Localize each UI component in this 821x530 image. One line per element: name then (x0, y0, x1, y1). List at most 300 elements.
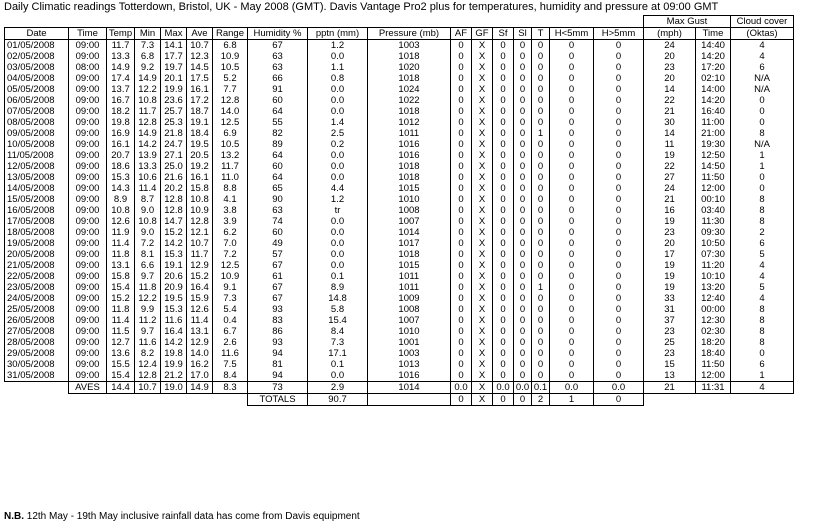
table-cell: 23.6 (161, 95, 187, 106)
table-cell: N/A (731, 139, 794, 150)
table-cell: 01/05/2008 (5, 40, 69, 52)
table-cell: 19:30 (696, 139, 731, 150)
table-cell: 0 (731, 106, 794, 117)
table-cell: 14:00 (696, 84, 731, 95)
table-cell: 4 (731, 293, 794, 304)
table-cell: 25.0 (161, 161, 187, 172)
table-cell: 15.8 (107, 271, 135, 282)
table-cell: 1 (731, 161, 794, 172)
totals-cell: 0 (493, 394, 514, 406)
table-cell: 15.4 (107, 282, 135, 293)
table-cell: 10.9 (213, 271, 248, 282)
table-cell: 02/05/2008 (5, 51, 69, 62)
table-cell: 0 (451, 282, 472, 293)
table-cell: 8 (731, 205, 794, 216)
table-cell: 0 (514, 150, 532, 161)
table-cell: 23 (644, 227, 696, 238)
table-cell: 23 (644, 348, 696, 359)
table-cell: 0.8 (308, 73, 368, 84)
table-cell: 0 (451, 271, 472, 282)
table-cell: 91 (248, 84, 308, 95)
table-cell: 0 (514, 205, 532, 216)
table-cell: 22 (644, 161, 696, 172)
table-cell: 21:00 (696, 128, 731, 139)
table-cell: 0 (594, 216, 644, 227)
table-cell: 14.1 (161, 40, 187, 52)
table-cell: 11.4 (107, 238, 135, 249)
table-cell: 00:00 (696, 304, 731, 315)
table-cell: 10.9 (213, 51, 248, 62)
table-cell: 0 (493, 315, 514, 326)
table-cell: 0 (451, 84, 472, 95)
table-cell: 0 (514, 271, 532, 282)
table-cell: 0 (514, 304, 532, 315)
table-cell: 14:20 (696, 95, 731, 106)
table-cell: 11:00 (696, 117, 731, 128)
table-cell: 0 (451, 128, 472, 139)
table-cell: 0 (594, 183, 644, 194)
table-cell: 11.4 (107, 315, 135, 326)
column-header: Range (213, 28, 248, 40)
table-cell: 7.3 (308, 337, 368, 348)
table-cell: 12.8 (135, 117, 161, 128)
table-cell: X (472, 183, 493, 194)
table-cell: 8 (731, 194, 794, 205)
table-cell: 0 (550, 238, 594, 249)
table-cell: 12.8 (213, 95, 248, 106)
table-row (5, 238, 794, 249)
aves-label: AVES (69, 382, 107, 394)
table-cell: X (472, 73, 493, 84)
table-cell: 0 (493, 128, 514, 139)
table-cell: 19.8 (161, 348, 187, 359)
table-cell: 1013 (368, 359, 451, 370)
table-cell: 0.4 (213, 315, 248, 326)
column-header: Time (696, 28, 731, 40)
table-cell: 09:00 (69, 304, 107, 315)
table-cell: 22 (644, 95, 696, 106)
table-cell: 03:40 (696, 205, 731, 216)
column-header-row (5, 28, 794, 40)
table-cell: 0 (594, 315, 644, 326)
table-cell: 0 (451, 51, 472, 62)
table-cell: 09:00 (69, 337, 107, 348)
table-cell: 1 (731, 370, 794, 382)
table-cell: 1022 (368, 95, 451, 106)
table-cell: X (472, 326, 493, 337)
max-gust-header: Max Gust (644, 16, 731, 28)
table-cell: 12.4 (135, 359, 161, 370)
table-row (5, 62, 794, 73)
table-cell: 07:30 (696, 249, 731, 260)
page-title: Daily Climatic readings Totterdown, Bristol, UK - May 2008 (GMT). Davis Vantage Pro2 plus for temperatures, humidity and pressure at 09:00 GMT (4, 1, 719, 13)
column-header: H<5mm (550, 28, 594, 40)
totals-spacer (5, 394, 248, 406)
table-cell: 12:30 (696, 315, 731, 326)
aves-cell: 0.0 (493, 382, 514, 394)
table-cell: 0 (550, 40, 594, 52)
table-cell: 09:00 (69, 249, 107, 260)
table-cell: 0 (514, 194, 532, 205)
table-cell: 22/05/2008 (5, 271, 69, 282)
table-cell: 13.7 (107, 84, 135, 95)
table-cell: 09:00 (69, 139, 107, 150)
column-header: Ave (187, 28, 213, 40)
table-cell: X (472, 161, 493, 172)
table-cell: 0 (493, 216, 514, 227)
table-cell: 0 (532, 249, 550, 260)
table-cell: 0 (550, 260, 594, 271)
aves-cell: 0.0 (550, 382, 594, 394)
table-cell: 0 (594, 293, 644, 304)
table-cell: 0 (594, 194, 644, 205)
aves-row (5, 382, 794, 394)
table-cell: 14.0 (213, 106, 248, 117)
table-cell: 14.8 (308, 293, 368, 304)
table-cell: 0 (451, 238, 472, 249)
totals-gap (368, 394, 451, 406)
table-cell: 0 (532, 304, 550, 315)
table-cell: 1017 (368, 238, 451, 249)
table-cell: 0 (451, 161, 472, 172)
table-cell: 0 (514, 73, 532, 84)
table-cell: 0 (514, 40, 532, 52)
table-cell: 0.1 (308, 359, 368, 370)
table-cell: 1012 (368, 117, 451, 128)
table-cell: 12.8 (161, 194, 187, 205)
table-cell: 6.8 (213, 40, 248, 52)
table-cell: 12.2 (135, 84, 161, 95)
table-cell: 23/05/2008 (5, 282, 69, 293)
table-cell: 09:00 (69, 161, 107, 172)
table-cell: 9.2 (135, 62, 161, 73)
table-cell: 09:00 (69, 128, 107, 139)
table-cell: 09:00 (69, 326, 107, 337)
table-cell: 0 (493, 117, 514, 128)
table-cell: 15.8 (187, 183, 213, 194)
table-cell: 16/05/2008 (5, 205, 69, 216)
table-cell: 0 (550, 348, 594, 359)
aves-cell: 8.3 (213, 382, 248, 394)
table-row (5, 106, 794, 117)
table-cell: 09:00 (69, 106, 107, 117)
table-cell: 10.7 (187, 40, 213, 52)
table-row (5, 216, 794, 227)
table-cell: 0.0 (308, 216, 368, 227)
table-cell: 24/05/2008 (5, 293, 69, 304)
table-cell: 0 (550, 315, 594, 326)
table-cell: 8.4 (213, 370, 248, 382)
totals-label: TOTALS (248, 394, 308, 406)
table-cell: 24 (644, 40, 696, 52)
table-cell: 09:00 (69, 315, 107, 326)
table-cell: 16.9 (107, 128, 135, 139)
table-cell: 18:40 (696, 348, 731, 359)
table-cell: 0 (514, 161, 532, 172)
column-header: Pressure (mb) (368, 28, 451, 40)
table-cell: 0 (493, 238, 514, 249)
table-cell: 1011 (368, 271, 451, 282)
table-cell: 9.7 (135, 326, 161, 337)
column-header: Time (69, 28, 107, 40)
table-cell: 8 (731, 216, 794, 227)
totals-row (5, 394, 794, 406)
table-cell: 0 (532, 205, 550, 216)
table-cell: 16.1 (107, 139, 135, 150)
table-cell: 7.0 (213, 238, 248, 249)
table-row (5, 337, 794, 348)
table-cell: 0 (594, 304, 644, 315)
table-cell: 11.9 (107, 227, 135, 238)
table-cell: 83 (248, 315, 308, 326)
table-cell: 9.0 (135, 227, 161, 238)
table-cell: 8.1 (135, 249, 161, 260)
table-cell: 15.2 (187, 271, 213, 282)
table-cell: 14.9 (135, 73, 161, 84)
climate-table (4, 15, 794, 406)
table-cell: 0 (451, 326, 472, 337)
table-cell: 1.4 (308, 117, 368, 128)
table-cell: 5 (731, 249, 794, 260)
table-cell: 17.2 (187, 95, 213, 106)
table-cell: 0 (451, 337, 472, 348)
table-cell: 27/05/2008 (5, 326, 69, 337)
table-cell: 15.2 (161, 227, 187, 238)
table-cell: 60 (248, 227, 308, 238)
table-cell: 16.2 (187, 359, 213, 370)
table-cell: 12.8 (161, 205, 187, 216)
table-cell: 0 (550, 139, 594, 150)
table-cell: 31 (644, 304, 696, 315)
table-cell: 0 (594, 161, 644, 172)
table-cell: 0 (514, 370, 532, 382)
footnote (4, 511, 360, 522)
table-cell: 14.0 (187, 348, 213, 359)
table-cell: 11:20 (696, 260, 731, 271)
table-cell: 1011 (368, 282, 451, 293)
table-cell: 0 (451, 304, 472, 315)
table-cell: 30 (644, 117, 696, 128)
table-cell: 09:00 (69, 359, 107, 370)
totals-pptn: 90.7 (308, 394, 368, 406)
table-cell: 0 (532, 150, 550, 161)
table-cell: X (472, 249, 493, 260)
table-cell: 11.2 (135, 315, 161, 326)
table-cell: 0 (594, 238, 644, 249)
table-cell: 09:00 (69, 172, 107, 183)
table-cell: 0 (550, 183, 594, 194)
table-cell: 10.5 (213, 62, 248, 73)
table-cell: 1008 (368, 205, 451, 216)
table-cell: 74 (248, 216, 308, 227)
table-cell: 11:50 (696, 172, 731, 183)
table-cell: 0 (451, 183, 472, 194)
table-cell: 21 (644, 194, 696, 205)
table-cell: 0 (493, 337, 514, 348)
table-cell: 0.0 (308, 370, 368, 382)
table-cell: 0 (731, 95, 794, 106)
table-cell: 10:10 (696, 271, 731, 282)
table-cell: 11.7 (213, 161, 248, 172)
table-row (5, 304, 794, 315)
table-cell: 16.7 (107, 95, 135, 106)
table-cell: 57 (248, 249, 308, 260)
table-cell: 8.4 (308, 326, 368, 337)
table-cell: 19.1 (187, 117, 213, 128)
table-cell: 18.2 (107, 106, 135, 117)
table-cell: 20.7 (107, 150, 135, 161)
table-cell: 10/05/2008 (5, 139, 69, 150)
table-cell: 0 (731, 117, 794, 128)
table-cell: 1009 (368, 293, 451, 304)
table-cell: 0 (451, 106, 472, 117)
table-cell: 14:20 (696, 51, 731, 62)
table-cell: 0.2 (308, 139, 368, 150)
table-cell: 09:00 (69, 216, 107, 227)
table-cell: 0 (493, 95, 514, 106)
table-cell: 0 (550, 62, 594, 73)
table-cell: 26/05/2008 (5, 315, 69, 326)
table-cell: 0 (493, 106, 514, 117)
table-cell: 11.6 (161, 315, 187, 326)
table-row (5, 359, 794, 370)
table-cell: 0 (451, 315, 472, 326)
column-header: T (532, 28, 550, 40)
table-cell: 11.7 (135, 106, 161, 117)
column-header: Sf (493, 28, 514, 40)
table-cell: 24 (644, 183, 696, 194)
table-cell: 0 (514, 51, 532, 62)
table-cell: 1 (532, 282, 550, 293)
table-cell: 0 (550, 249, 594, 260)
table-cell: 0 (550, 117, 594, 128)
table-cell: 11 (644, 139, 696, 150)
table-cell: X (472, 315, 493, 326)
column-header: Humidity % (248, 28, 308, 40)
table-cell: 9.9 (135, 304, 161, 315)
table-cell: 1007 (368, 315, 451, 326)
table-cell: 12.7 (107, 337, 135, 348)
table-cell: 09:00 (69, 282, 107, 293)
aves-cell: 73 (248, 382, 308, 394)
table-cell: 0 (550, 51, 594, 62)
table-cell: 1.1 (308, 62, 368, 73)
table-cell: 0 (493, 172, 514, 183)
column-header: (mph) (644, 28, 696, 40)
table-cell: 63 (248, 205, 308, 216)
table-cell: 0 (594, 282, 644, 293)
table-cell: 0 (514, 293, 532, 304)
table-cell: 18.4 (187, 128, 213, 139)
table-row (5, 95, 794, 106)
table-cell: 0 (532, 183, 550, 194)
table-cell: 5.2 (213, 73, 248, 84)
table-cell: 15.5 (107, 359, 135, 370)
table-cell: 0 (493, 62, 514, 73)
table-cell: 1001 (368, 337, 451, 348)
table-cell: 07/05/2008 (5, 106, 69, 117)
table-cell: 17.7 (161, 51, 187, 62)
table-cell: 10.8 (135, 95, 161, 106)
footnote-prefix: N.B. (4, 511, 24, 522)
table-cell: 8 (731, 326, 794, 337)
table-body (5, 40, 794, 382)
table-cell: 0 (532, 260, 550, 271)
table-cell: 0 (451, 359, 472, 370)
table-cell: 1015 (368, 260, 451, 271)
table-cell: 0 (493, 359, 514, 370)
table-cell: 0 (451, 216, 472, 227)
table-cell: 6 (731, 238, 794, 249)
table-cell: 12.5 (213, 117, 248, 128)
table-cell: 30/05/2008 (5, 359, 69, 370)
table-cell: 17 (644, 249, 696, 260)
table-cell: 13.9 (135, 150, 161, 161)
table-cell: 17.0 (187, 370, 213, 382)
table-cell: X (472, 150, 493, 161)
table-cell: 14:40 (696, 40, 731, 52)
table-row (5, 249, 794, 260)
table-cell: 0 (594, 249, 644, 260)
table-cell: 12.6 (187, 304, 213, 315)
table-cell: 6.2 (213, 227, 248, 238)
table-cell: 67 (248, 40, 308, 52)
table-cell: 00:10 (696, 194, 731, 205)
table-cell: 31/05/2008 (5, 370, 69, 382)
totals-cell: 0 (451, 394, 472, 406)
table-cell: 0 (451, 348, 472, 359)
table-cell: 0 (451, 293, 472, 304)
table-cell: 19.7 (161, 62, 187, 73)
table-cell: 09:00 (69, 370, 107, 382)
table-cell: 11.4 (135, 183, 161, 194)
table-cell: 10:50 (696, 238, 731, 249)
table-cell: 16 (644, 205, 696, 216)
table-cell: 12.6 (107, 216, 135, 227)
table-cell: 0 (514, 84, 532, 95)
table-cell: 0 (550, 227, 594, 238)
table-cell: X (472, 227, 493, 238)
table-cell: 0 (550, 150, 594, 161)
table-cell: 13/05/2008 (5, 172, 69, 183)
table-cell: 02:30 (696, 326, 731, 337)
table-cell: X (472, 95, 493, 106)
table-cell: 12.9 (187, 260, 213, 271)
table-cell: 1 (532, 128, 550, 139)
table-cell: 0 (514, 282, 532, 293)
table-row (5, 348, 794, 359)
table-cell: 09:00 (69, 271, 107, 282)
table-cell: 1014 (368, 227, 451, 238)
table-cell: 09:00 (69, 205, 107, 216)
table-row (5, 161, 794, 172)
table-cell: 0 (493, 84, 514, 95)
table-cell: 12.2 (135, 293, 161, 304)
table-cell: 33 (644, 293, 696, 304)
table-cell: 0 (550, 128, 594, 139)
aves-cell: 0.0 (514, 382, 532, 394)
table-cell: 11.0 (213, 172, 248, 183)
table-cell: 0 (514, 95, 532, 106)
table-cell: 19/05/2008 (5, 238, 69, 249)
table-cell: 19.1 (161, 260, 187, 271)
table-cell: 09:00 (69, 40, 107, 52)
table-row (5, 293, 794, 304)
table-cell: 09:00 (69, 95, 107, 106)
table-cell: 21/05/2008 (5, 260, 69, 271)
table-cell: 20.1 (161, 73, 187, 84)
aves-cell: 21 (644, 382, 696, 394)
